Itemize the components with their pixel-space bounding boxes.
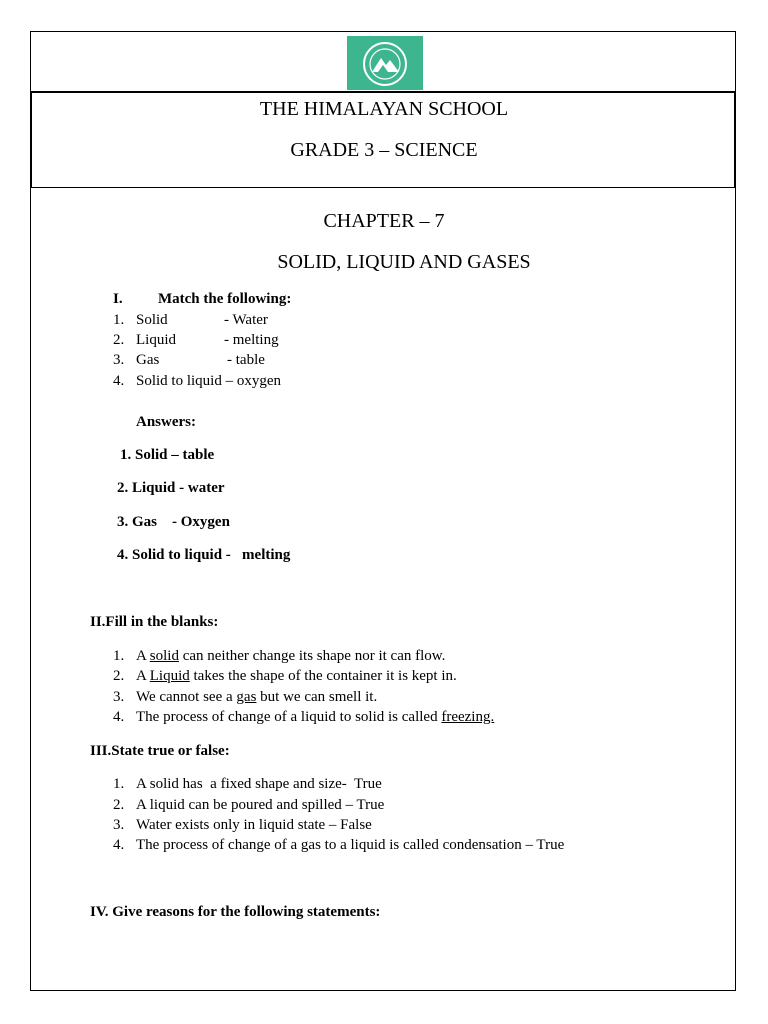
answer-item: 3. Gas - Oxygen	[117, 514, 230, 530]
tf-item-number: 2.	[113, 797, 125, 813]
section3-heading: III.State true or false:	[90, 743, 230, 759]
section1-numeral: I.	[113, 291, 123, 307]
tf-item-number: 3.	[113, 817, 125, 833]
chapter-number: CHAPTER – 7	[323, 210, 445, 232]
fill-item: We cannot see a gas but we can smell it.	[136, 689, 378, 705]
fill-item-number: 2.	[113, 668, 125, 684]
match-item-left: Solid	[136, 312, 168, 328]
match-item-number: 2.	[113, 332, 125, 348]
tf-item-number: 1.	[113, 776, 125, 792]
section2-heading: II.Fill in the blanks:	[90, 614, 219, 630]
answer-item: 1. Solid – table	[120, 447, 215, 463]
tf-item: The process of change of a gas to a liquid is called condensation – True	[136, 837, 565, 853]
match-item-number: 4.	[113, 373, 125, 389]
answer-item: 2. Liquid - water	[117, 480, 225, 496]
fill-item: A Liquid takes the shape of the container it is kept in.	[136, 668, 457, 684]
grade-title: GRADE 3 – SCIENCE	[290, 139, 478, 161]
match-item-right: - table	[227, 352, 265, 368]
tf-item-number: 4.	[113, 837, 125, 853]
fill-blank-answer: Liquid	[149, 668, 190, 684]
section1-heading: Match the following:	[158, 291, 292, 307]
match-item-number: 3.	[113, 352, 125, 368]
match-item-right: - melting	[224, 332, 279, 348]
fill-item: The process of change of a liquid to solid is called freezing.	[136, 709, 495, 725]
school-name: THE HIMALAYAN SCHOOL	[259, 98, 509, 120]
mountain-logo-icon	[350, 38, 420, 88]
answers-label: Answers:	[136, 414, 196, 430]
section4-heading: IV. Give reasons for the following statements:	[90, 904, 381, 920]
match-item-left: Liquid	[136, 332, 176, 348]
fill-blank-answer: solid	[149, 648, 179, 664]
match-item-left: Gas	[136, 352, 160, 368]
school-logo	[347, 36, 423, 90]
chapter-title: SOLID, LIQUID AND GASES	[277, 251, 531, 273]
fill-item-number: 3.	[113, 689, 125, 705]
tf-item: A liquid can be poured and spilled – True	[136, 797, 385, 813]
match-item-number: 1.	[113, 312, 125, 328]
fill-item-number: 1.	[113, 648, 125, 664]
answer-item: 4. Solid to liquid - melting	[117, 547, 291, 563]
fill-item-number: 4.	[113, 709, 125, 725]
fill-blank-answer: gas	[236, 689, 257, 705]
tf-item: A solid has a fixed shape and size- True	[136, 776, 382, 792]
match-item-left: Solid to liquid – oxygen	[136, 373, 282, 389]
match-item-right: - Water	[224, 312, 268, 328]
tf-item: Water exists only in liquid state – False	[136, 817, 372, 833]
fill-item: A solid can neither change its shape nor it can flow.	[136, 648, 446, 664]
fill-blank-answer: freezing.	[441, 709, 495, 725]
